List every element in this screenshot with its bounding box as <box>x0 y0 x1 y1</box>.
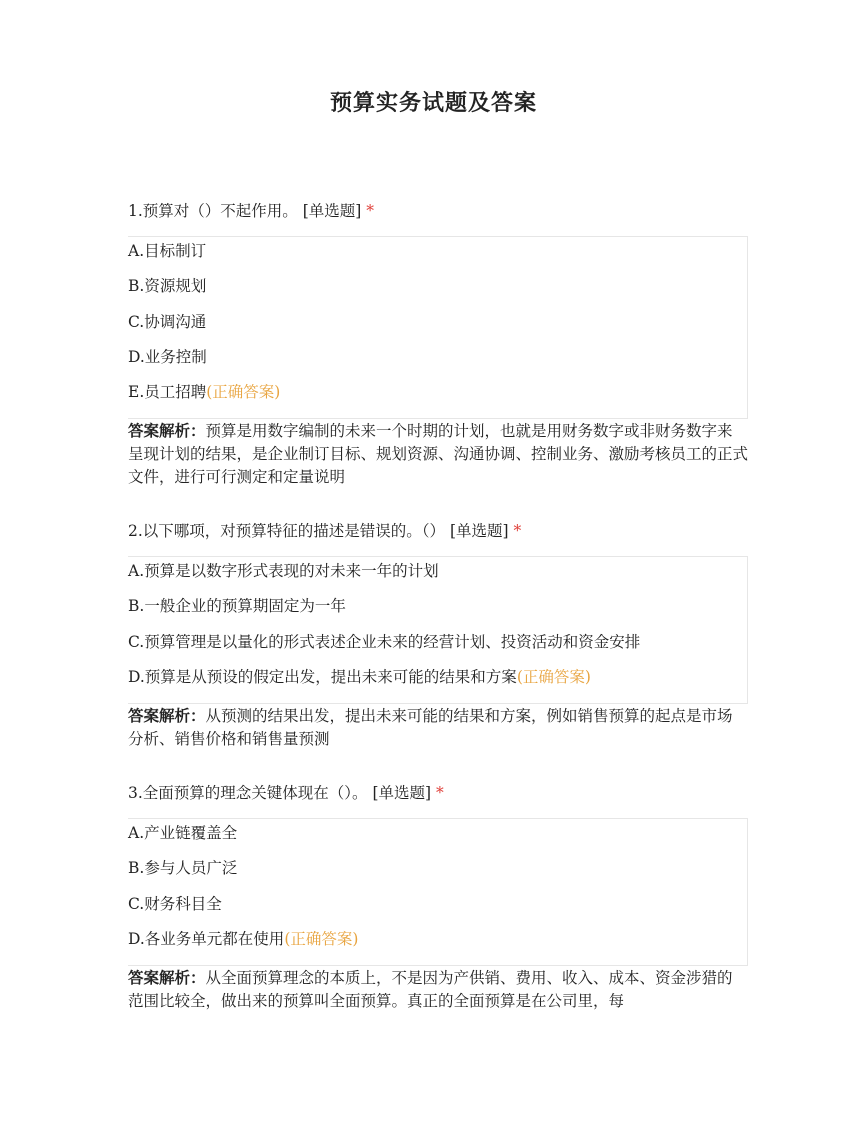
option-text: A.产业链覆盖全 <box>128 824 238 842</box>
analysis-label: 答案解析： <box>128 707 206 726</box>
page-title: 预算实务试题及答案 <box>329 91 537 116</box>
analysis-label: 答案解析： <box>128 969 206 988</box>
question-2 <box>128 520 748 751</box>
options-list <box>128 556 748 704</box>
option-text: D.预算是从预设的假定出发，提出未来可能的结果和方案 <box>128 667 517 686</box>
question-type-tag: [单选题] <box>449 522 509 540</box>
question-text: 3.全面预算的理念关键体现在（）。 <box>128 784 368 802</box>
option-text: B.一般企业的预算期固定为一年 <box>128 597 346 616</box>
required-mark: * <box>366 202 375 220</box>
option-text: D.各业务单元都在使用 <box>128 929 285 948</box>
options-list <box>128 236 748 419</box>
option-text: D.业务控制 <box>128 347 207 366</box>
option-text: A.预算是以数字形式表现的对未来一年的计划 <box>128 562 439 580</box>
option-b <box>128 595 747 630</box>
option-text: A.目标制订 <box>128 242 207 260</box>
analysis-label: 答案解析： <box>128 422 206 441</box>
option-a <box>128 240 747 275</box>
option-d <box>128 666 747 701</box>
question-1 <box>128 200 748 489</box>
required-mark: * <box>436 784 444 802</box>
option-d <box>128 928 747 963</box>
answer-analysis <box>128 420 748 489</box>
option-e <box>128 381 747 416</box>
question-stem <box>128 520 748 542</box>
option-c <box>128 311 747 346</box>
options-list <box>128 818 748 966</box>
answer-analysis <box>128 967 748 1013</box>
option-text: B.参与人员广泛 <box>128 859 238 878</box>
option-b <box>128 275 747 310</box>
question-stem <box>128 782 748 804</box>
option-text: B.资源规划 <box>128 277 207 296</box>
option-text: C.预算管理是以量化的形式表述企业未来的经营计划、投资活动和资金安排 <box>128 632 641 651</box>
answer-analysis <box>128 705 748 751</box>
option-d <box>128 346 747 381</box>
question-text: 1.预算对（）不起作用。 <box>128 202 298 220</box>
analysis-text: 预算是用数字编制的未来一个时期的计划，也就是用财务数字或非财务数字来呈现计划的结果，是企业制订目标、规划资源、沟通协调、控制业务、激励考核员工的正式文件，进行可行测定和定量说明 <box>128 422 749 487</box>
correct-answer-tag: (正确答案) <box>284 929 359 948</box>
question-text: 2.以下哪项，对预算特征的描述是错误的。（） <box>128 522 446 540</box>
option-c <box>128 893 747 928</box>
option-text: C.财务科目全 <box>128 894 222 913</box>
option-a <box>128 822 747 857</box>
question-type-tag: [单选题] <box>372 784 432 802</box>
question-type-tag: [单选题] <box>302 202 362 220</box>
analysis-text: 从全面预算理念的本质上，不是因为产供销、费用、收入、成本、资金涉猎的范围比较全，做出来的预算叫全面预算。真正的全面预算是在公司里，每 <box>128 969 733 1011</box>
option-a <box>128 560 747 595</box>
required-mark: * <box>513 522 522 540</box>
option-b <box>128 857 747 892</box>
question-stem <box>128 200 748 222</box>
analysis-text: 从预测的结果出发，提出未来可能的结果和方案，例如销售预算的起点是市场分析、销售价格和销售量预测 <box>128 707 733 749</box>
correct-answer-tag: (正确答案) <box>516 667 591 686</box>
correct-answer-tag: (正确答案) <box>206 383 281 402</box>
option-text: E.员工招聘 <box>128 383 207 402</box>
question-3 <box>128 782 748 1013</box>
option-c <box>128 631 747 666</box>
option-text: C.协调沟通 <box>128 312 207 331</box>
